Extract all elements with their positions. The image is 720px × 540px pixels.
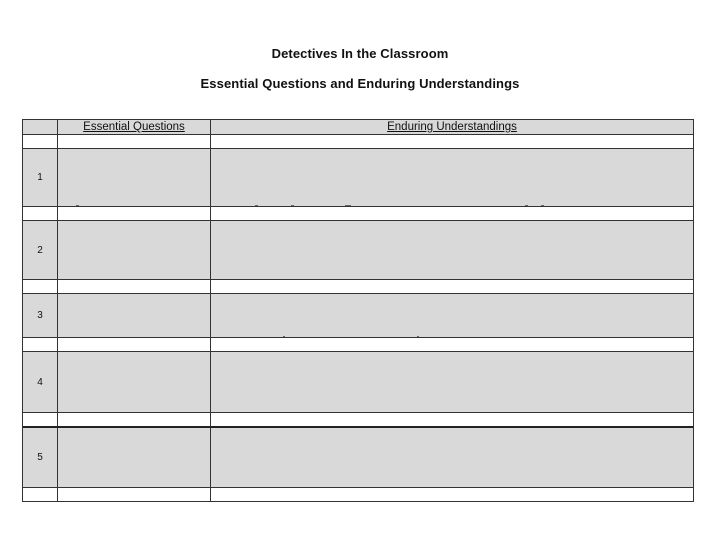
spacer-row bbox=[23, 412, 693, 426]
table-row bbox=[23, 351, 693, 412]
ink-mark bbox=[541, 205, 544, 206]
table-row bbox=[23, 426, 693, 487]
row-number: 3 bbox=[23, 294, 58, 337]
question-cell[interactable] bbox=[58, 428, 211, 487]
header-cell-enduring-understandings bbox=[211, 120, 693, 134]
understanding-cell[interactable] bbox=[211, 428, 693, 487]
question-cell[interactable] bbox=[58, 294, 211, 337]
page-title: Detectives In the Classroom bbox=[271, 46, 449, 61]
understanding-cell[interactable] bbox=[211, 294, 693, 337]
eq-eu-table bbox=[22, 119, 694, 502]
table-row bbox=[23, 148, 693, 206]
spacer-row bbox=[23, 134, 693, 148]
spacer-row bbox=[23, 487, 693, 501]
spacer-row bbox=[23, 279, 693, 293]
ink-mark bbox=[417, 336, 419, 337]
page-subtitle: Essential Questions and Enduring Understandings bbox=[200, 76, 520, 91]
header-cell-number bbox=[23, 120, 58, 134]
row-number: 4 bbox=[23, 352, 58, 412]
ink-mark bbox=[283, 336, 285, 337]
understanding-cell[interactable] bbox=[211, 221, 693, 279]
ink-mark bbox=[76, 205, 79, 206]
header-label: Essential Questions bbox=[83, 121, 185, 133]
row-number: 2 bbox=[23, 221, 58, 279]
understanding-cell[interactable] bbox=[211, 352, 693, 412]
spacer-row bbox=[23, 337, 693, 351]
ink-mark bbox=[291, 205, 294, 206]
spacer-row bbox=[23, 206, 693, 220]
ink-mark bbox=[255, 205, 258, 206]
table-header-row bbox=[23, 120, 693, 134]
row-number: 1 bbox=[23, 149, 58, 206]
header-cell-essential-questions bbox=[58, 120, 211, 134]
ink-mark bbox=[345, 205, 351, 206]
question-cell[interactable] bbox=[58, 149, 211, 206]
header-label: Enduring Understandings bbox=[387, 121, 517, 133]
question-cell[interactable] bbox=[58, 221, 211, 279]
row-number: 5 bbox=[23, 428, 58, 487]
table-row bbox=[23, 220, 693, 279]
ink-mark bbox=[525, 205, 528, 206]
understanding-cell[interactable] bbox=[211, 149, 693, 206]
table-row bbox=[23, 293, 693, 337]
question-cell[interactable] bbox=[58, 352, 211, 412]
